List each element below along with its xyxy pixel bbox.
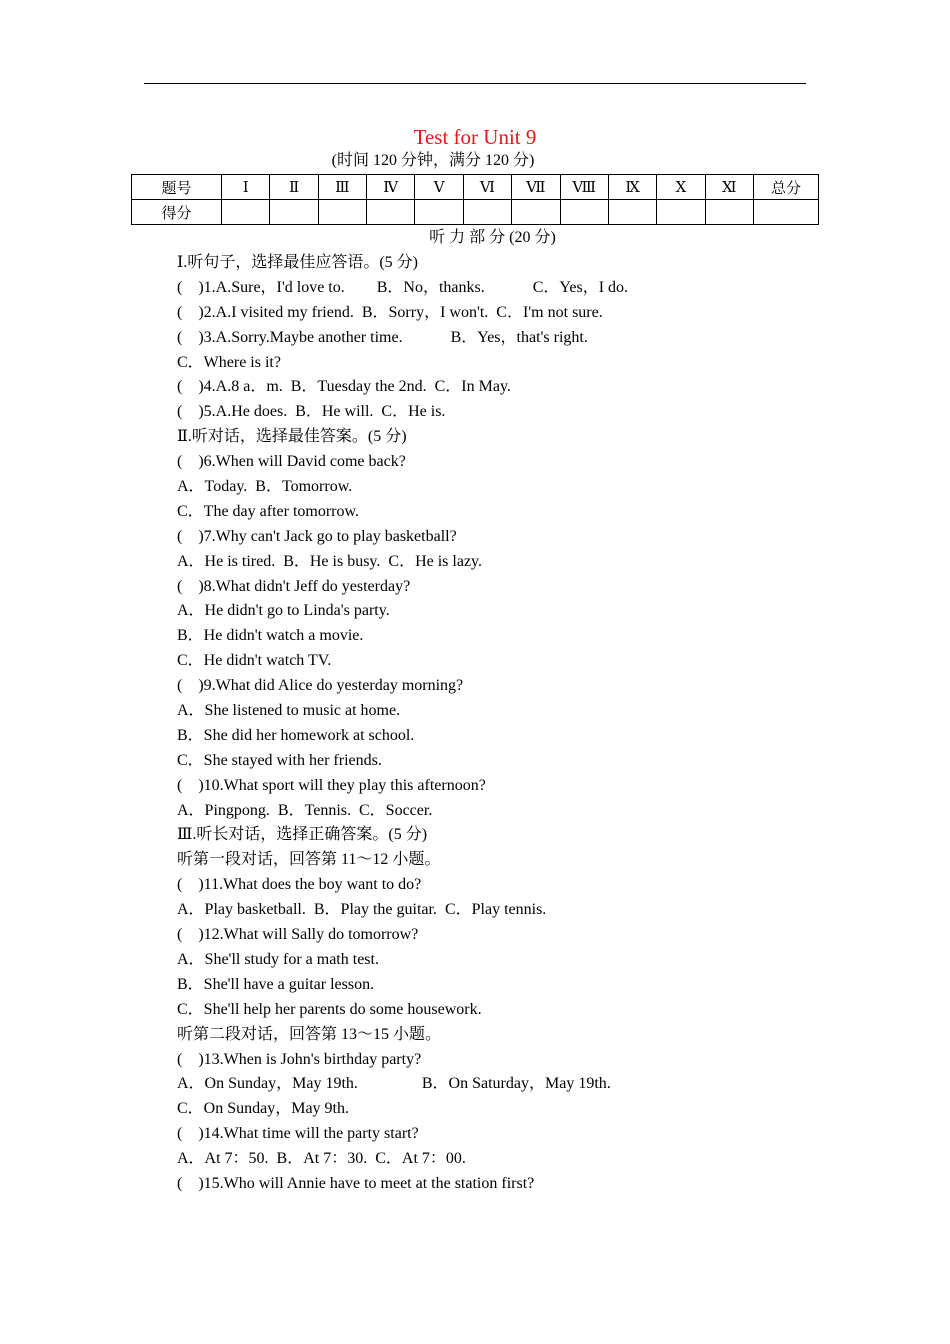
header-cell: Ⅴ bbox=[415, 175, 463, 200]
header-cell: 总分 bbox=[754, 175, 819, 200]
header-cell: Ⅸ bbox=[608, 175, 656, 200]
header-cell: Ⅱ bbox=[270, 175, 318, 200]
header-rule bbox=[144, 83, 806, 84]
question-line: ( )3.A.Sorry.Maybe another time. B．Yes，that's right. bbox=[177, 328, 588, 346]
header-cell: Ⅺ bbox=[705, 175, 753, 200]
question-line: ( )8.What didn't Jeff do yesterday? bbox=[177, 577, 411, 595]
option-line: B．He didn't watch a movie. bbox=[177, 627, 364, 645]
option-line: A．He is tired. B．He is busy. C．He is lazy. bbox=[177, 552, 483, 570]
header-cell: Ⅷ bbox=[560, 175, 608, 200]
part-heading: Ⅲ.听长对话，选择正确答案。(5 分) bbox=[177, 826, 428, 844]
option-line: A．At 7：50. B．At 7：30. C．At 7：00. bbox=[177, 1150, 466, 1168]
option-line: B．She did her homework at school. bbox=[177, 726, 415, 744]
option-line: A．Play basketball. B．Play the guitar. C．Play tennis. bbox=[177, 901, 547, 919]
option-line: C．On Sunday，May 9th. bbox=[177, 1100, 350, 1118]
question-line: ( )13.When is John's birthday party? bbox=[177, 1050, 422, 1068]
option-line: A．She'll study for a math test. bbox=[177, 950, 379, 968]
question-line: ( )9.What did Alice do yesterday morning? bbox=[177, 677, 464, 695]
question-line: ( )1.A.Sure，I'd love to. B．No，thanks. C．Yes，I do. bbox=[177, 278, 629, 296]
section-heading: 听 力 部 分 (20 分) bbox=[429, 229, 556, 246]
question-list bbox=[177, 252, 817, 1198]
score-cell bbox=[754, 200, 819, 225]
question-line: ( )5.A.He does. B．He will. C．He is. bbox=[177, 403, 446, 421]
score-cell bbox=[415, 200, 463, 225]
page-subtitle: (时间 120 分钟，满分 120 分) bbox=[331, 152, 535, 169]
question-line: ( )14.What time will the party start? bbox=[177, 1125, 419, 1143]
header-cell: Ⅰ bbox=[222, 175, 270, 200]
option-line: C．She stayed with her friends. bbox=[177, 751, 382, 769]
option-line: A．Today. B．Tomorrow. bbox=[177, 478, 353, 496]
instruction-line: 听第一段对话，回答第 11～12 小题。 bbox=[177, 851, 441, 869]
score-cell bbox=[463, 200, 511, 225]
header-cell: 题号 bbox=[132, 175, 222, 200]
page-title: Test for Unit 9 bbox=[413, 125, 537, 149]
instruction-line: 听第二段对话，回答第 13～15 小题。 bbox=[177, 1025, 442, 1043]
score-cell bbox=[608, 200, 656, 225]
part-heading: Ⅰ.听句子，选择最佳应答语。(5 分) bbox=[177, 254, 418, 271]
option-line: B．She'll have a guitar lesson. bbox=[177, 975, 375, 993]
question-line: ( )7.Why can't Jack go to play basketball? bbox=[177, 527, 457, 545]
question-line: ( )6.When will David come back? bbox=[177, 453, 406, 471]
score-table bbox=[131, 174, 819, 225]
score-cell: 得分 bbox=[132, 200, 222, 225]
score-cell bbox=[560, 200, 608, 225]
header-cell: Ⅵ bbox=[463, 175, 511, 200]
score-cell bbox=[270, 200, 318, 225]
question-line: ( )11.What does the boy want to do? bbox=[177, 876, 422, 894]
option-line: A．Pingpong. B．Tennis. C．Soccer. bbox=[177, 801, 433, 819]
header-cell: Ⅹ bbox=[657, 175, 705, 200]
option-line: C．Where is it? bbox=[177, 353, 281, 371]
option-line: A．She listened to music at home. bbox=[177, 702, 401, 720]
header-cell: Ⅳ bbox=[367, 175, 415, 200]
score-cell bbox=[318, 200, 366, 225]
score-cell bbox=[705, 200, 753, 225]
score-cell bbox=[222, 200, 270, 225]
option-line: A．He didn't go to Linda's party. bbox=[177, 602, 390, 620]
score-table-header-row bbox=[132, 175, 819, 200]
score-cell bbox=[512, 200, 560, 225]
part-heading: Ⅱ.听对话，选择最佳答案。(5 分) bbox=[177, 428, 407, 446]
option-line: A．On Sunday，May 19th. B．On Saturday，May 19th. bbox=[177, 1075, 611, 1093]
score-table-score-row bbox=[132, 200, 819, 225]
option-line: C．She'll help her parents do some housework. bbox=[177, 1000, 482, 1018]
option-line: C．The day after tomorrow. bbox=[177, 502, 360, 520]
score-cell bbox=[657, 200, 705, 225]
header-cell: Ⅶ bbox=[512, 175, 560, 200]
score-cell bbox=[367, 200, 415, 225]
question-line: ( )10.What sport will they play this afternoon? bbox=[177, 776, 486, 794]
question-line: ( )15.Who will Annie have to meet at the station first? bbox=[177, 1174, 535, 1192]
header-cell: Ⅲ bbox=[318, 175, 366, 200]
question-line: ( )2.A.I visited my friend. B．Sorry，I won't. C．I'm not sure. bbox=[177, 303, 603, 321]
option-line: C．He didn't watch TV. bbox=[177, 652, 332, 670]
question-line: ( )12.What will Sally do tomorrow? bbox=[177, 926, 419, 944]
question-line: ( )4.A.8 a．m. B．Tuesday the 2nd. C．In May. bbox=[177, 378, 511, 396]
